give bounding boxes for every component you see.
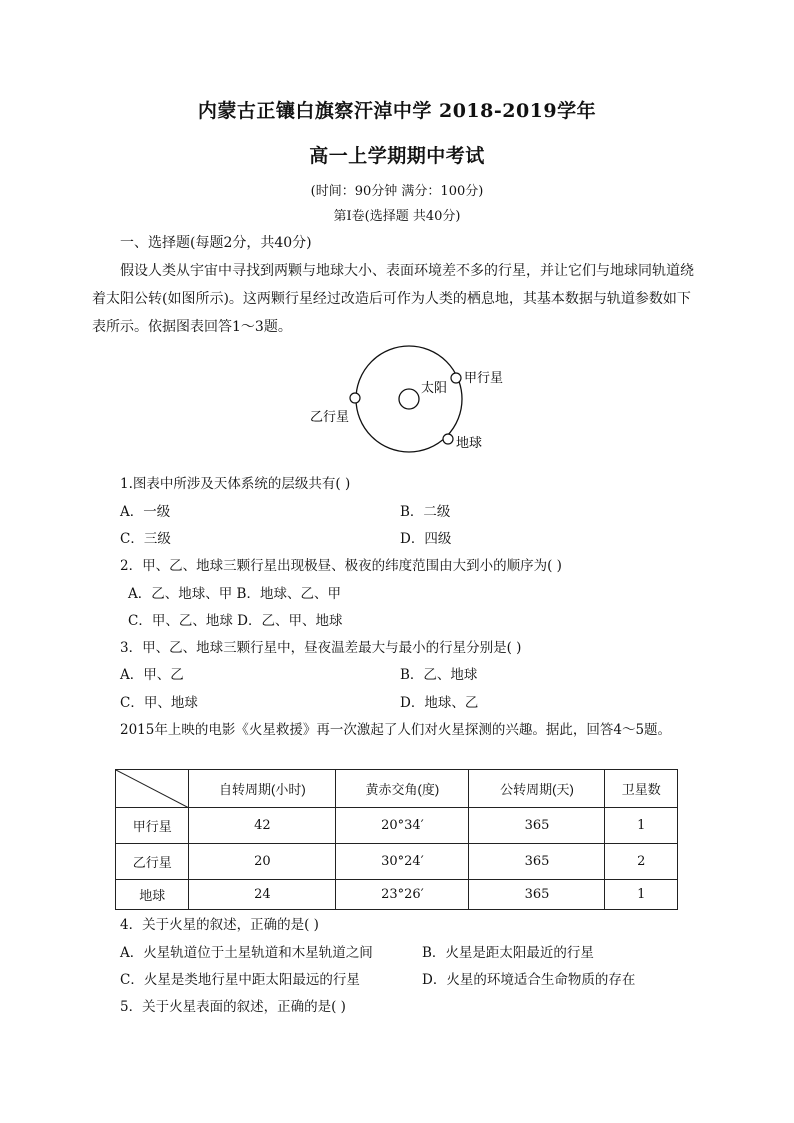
row-obliquity: 23°26′ [336,880,469,910]
q2-options-cd: C．甲、乙、地球 D．乙、甲、地球 [128,613,343,629]
q4-option-a: A．火星轨道位于土星轨道和木星轨道之间 [120,945,373,961]
row-revolution: 365 [469,808,605,844]
q4-stem: 4．关于火星的叙述，正确的是( ) [120,917,319,933]
header-rotation: 自转周期(小时) [189,770,336,808]
planet-b-marker [350,393,360,403]
planet-a-marker [451,373,461,383]
row-obliquity: 30°24′ [336,844,469,880]
planet-b-label: 乙行星 [310,410,350,425]
q1-option-c: C．三级 [120,531,171,547]
q2-stem: 2．甲、乙、地球三颗行星出现极昼、极夜的纬度范围由大到小的顺序为( ) [120,558,562,574]
table-row [116,844,678,880]
intro-line-3: 表所示。依据图表回答1～3题。 [92,319,292,335]
earth-marker [443,434,453,444]
q3-option-d: D．地球、乙 [400,695,479,711]
row-rotation: 42 [189,808,336,844]
table-corner-cell [116,770,189,808]
table-row [116,880,678,910]
q4-option-c: C．火星是类地行星中距太阳最远的行星 [120,972,360,988]
planet-a-label: 甲行星 [464,371,504,386]
intro-line-2: 着太阳公转(如图所示)。这两颗行星经过改造后可作为人类的栖息地，其基本数据与轨道参数如下 [92,291,691,307]
q3-option-a: A．甲、乙 [120,667,184,683]
exam-info: (时间：90分钟 满分：100分) [310,184,484,199]
orbit-diagram [300,340,530,465]
q1-option-a: A．一级 [120,504,171,520]
q3-stem: 3．甲、乙、地球三颗行星中，昼夜温差最大与最小的行星分别是( ) [120,640,522,656]
row-revolution: 365 [469,844,605,880]
intro-q4-5: 2015年上映的电影《火星救援》再一次激起了人们对火星探测的兴趣。据此，回答4～5题。 [120,722,672,738]
q4-option-b: B．火星是距太阳最近的行星 [422,945,594,961]
q5-stem: 5．关于火星表面的叙述，正确的是( ) [120,999,346,1015]
sun-label: 太阳 [421,381,448,396]
q1-stem: 1.图表中所涉及天体系统的层级共有( ) [120,476,351,492]
q1-option-d: D．四级 [400,531,452,547]
page-title-line2: 高一上学期期中考试 [309,145,485,167]
earth-label: 地球 [456,436,483,451]
volume-label: 第Ⅰ卷(选择题 共40分) [333,209,461,224]
row-revolution: 365 [469,880,605,910]
q4-option-d: D．火星的环境适合生命物质的存在 [422,972,636,988]
row-moons: 2 [605,844,678,880]
row-name: 乙行星 [116,844,189,880]
row-rotation: 24 [189,880,336,910]
header-obliquity: 黄赤交角(度) [336,770,469,808]
table-row [116,808,678,844]
row-obliquity: 20°34′ [336,808,469,844]
q1-option-b: B．二级 [400,504,451,520]
row-name: 地球 [116,880,189,910]
table-header-row [116,770,678,808]
corner-diagonal [116,770,189,808]
planet-data-table [115,769,678,910]
header-revolution: 公转周期(天) [469,770,605,808]
q2-options-ab: A．乙、地球、甲 B．地球、乙、甲 [128,586,341,602]
page-title-line1: 内蒙古正镶白旗察汗淖中学 2018-2019学年 [197,100,597,122]
sun-marker [399,389,419,409]
header-moons: 卫星数 [605,770,678,808]
row-rotation: 20 [189,844,336,880]
section-heading: 一、选择题(每题2分，共40分) [120,235,312,251]
row-moons: 1 [605,808,678,844]
q3-option-c: C．甲、地球 [120,695,198,711]
intro-line-1: 假设人类从宇宙中寻找到两颗与地球大小、表面环境差不多的行星，并让它们与地球同轨道绕 [120,263,694,279]
q3-option-b: B．乙、地球 [400,667,478,683]
row-moons: 1 [605,880,678,910]
row-name: 甲行星 [116,808,189,844]
